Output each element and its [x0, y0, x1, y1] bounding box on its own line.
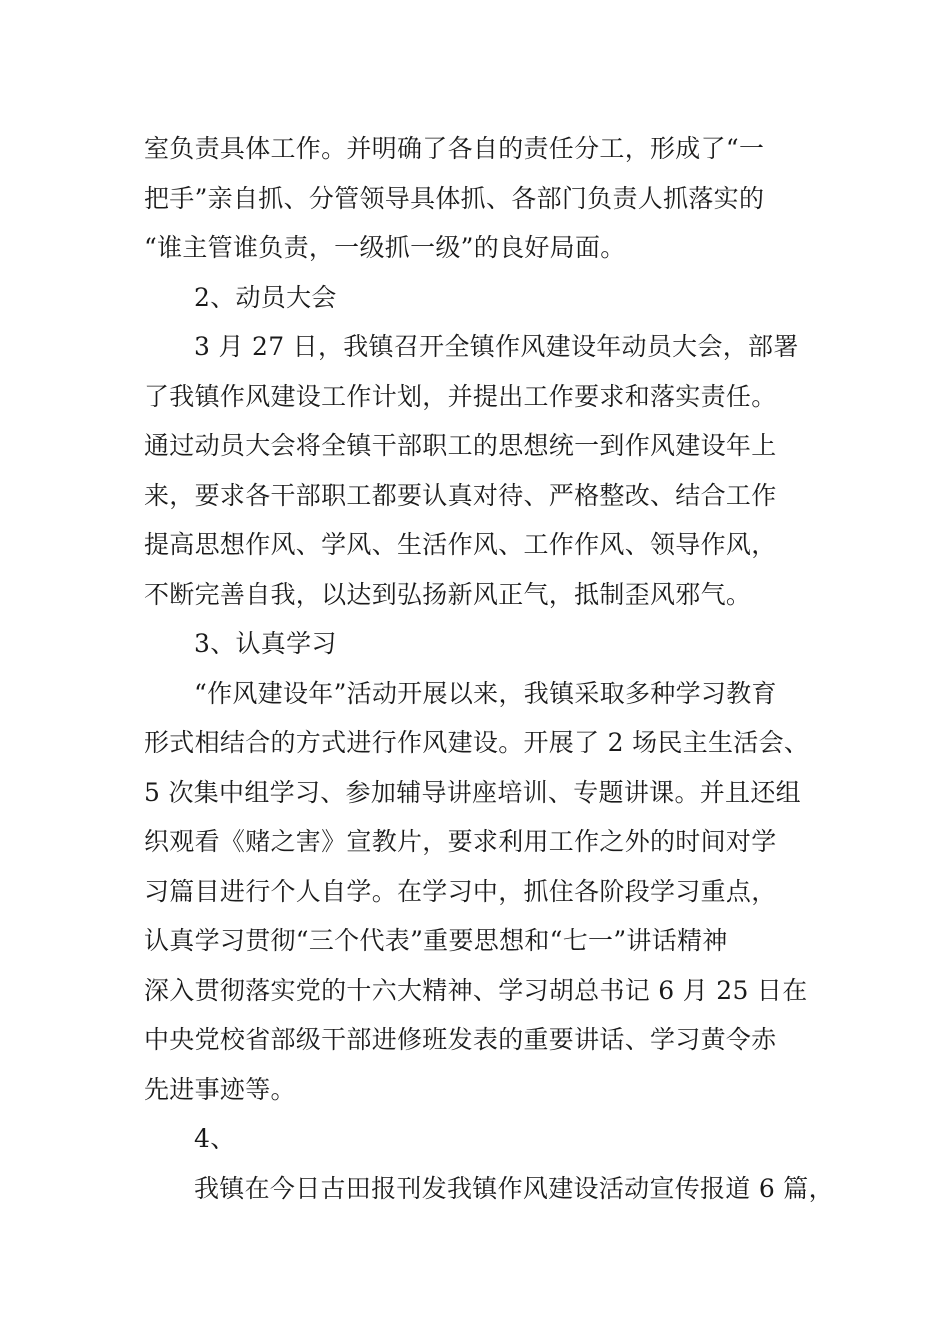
text-line-3: “谁主管谁负责，一级抓一级”的良好局面。	[144, 233, 626, 262]
section-heading-3: 3、认真学习	[194, 629, 337, 658]
document-body	[144, 124, 834, 1213]
text-line-14: 5 次集中组学习、参加辅导讲座培训、专题讲课。并且还组	[144, 777, 801, 807]
text-line-13: 形式相结合的方式进行作风建设。开展了 2 场民主生活会、	[144, 728, 810, 757]
text-line-12: “作风建设年”活动开展以来，我镇采取多种学习教育	[194, 678, 777, 708]
section-heading-2: 2、动员大会	[194, 282, 337, 312]
text-line-1: 室负责具体工作。并明确了各自的责任分工，形成了“一	[144, 134, 765, 163]
text-line-15: 织观看《赌之害》宣教片，要求利用工作之外的时间对学	[144, 827, 777, 856]
text-line-5: 3 月 27 日，我镇召开全镇作风建设年动员大会，部署	[194, 332, 799, 361]
text-line-18: 深入贯彻落实党的十六大精神、学习胡总书记 6 月 25 日在	[144, 975, 808, 1005]
text-line-6: 了我镇作风建设工作计划，并提出工作要求和落实责任。	[144, 381, 777, 411]
text-line-19: 中央党校省部级干部进修班发表的重要讲话、学习黄令赤	[144, 1025, 777, 1054]
text-line-8: 来，要求各干部职工都要认真对待、严格整改、结合工作	[144, 480, 777, 510]
text-line-9: 提高思想作风、学风、生活作风、工作作风、领导作风，	[144, 530, 777, 559]
text-line-20: 先进事迹等。	[144, 1074, 296, 1104]
text-line-16: 习篇目进行个人自学。在学习中，抓住各阶段学习重点，	[144, 876, 777, 906]
section-heading-4: 4、	[194, 1124, 236, 1153]
text-line-10: 不断完善自我，以达到弘扬新风正气，抵制歪风邪气。	[144, 579, 752, 609]
text-line-2: 把手”亲自抓、分管领导具体抓、各部门负责人抓落实的	[144, 183, 765, 213]
text-line-17: 认真学习贯彻“三个代表”重要思想和“七一”讲话精神	[144, 926, 728, 955]
text-line-22: 我镇在今日古田报刊发我镇作风建设活动宣传报道 6 篇，	[194, 1173, 834, 1203]
text-line-7: 通过动员大会将全镇干部职工的思想统一到作风建设年上	[144, 431, 777, 460]
